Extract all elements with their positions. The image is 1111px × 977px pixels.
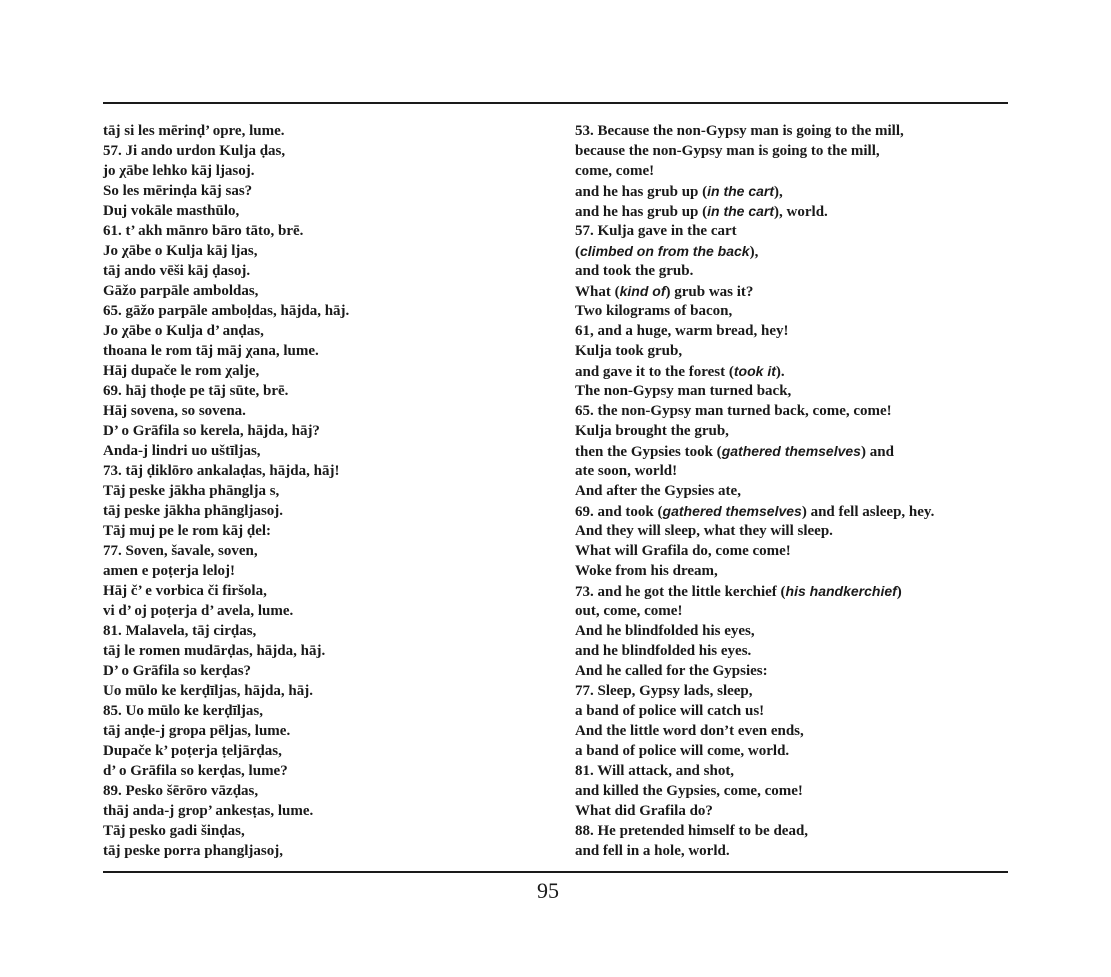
romani-verse-line: Hāj dupače le rom χalje, — [103, 363, 260, 379]
bottom-rule — [103, 871, 1008, 873]
romani-verse-line: Hāj č’ e vorbica či firšola, — [103, 583, 267, 599]
translation-line: out, come, come! — [575, 603, 683, 619]
translation-line: 53. Because the non-Gypsy man is going to the mill, — [575, 123, 904, 139]
romani-verse-line: thāj anda-j grop’ ankesṭas, lume. — [103, 803, 314, 819]
romani-verse-line: Jo χābe o Kulja d’ anḍas, — [103, 323, 264, 339]
romani-verse-line: Anda-j lindri uo uštīljas, — [103, 443, 261, 459]
translation-line: come, come! — [575, 163, 655, 179]
romani-verse-line: 61. t’ akh mānro bāro tāto, brē. — [103, 223, 304, 239]
romani-verse-line: 81. Malavela, tāj cirḍas, — [103, 623, 257, 639]
romani-verse-line: tāj anḍe-j gropa pēljas, lume. — [103, 723, 291, 739]
translation-line: What did Grafila do? — [575, 803, 713, 819]
translation-line: (climbed on from the back), — [575, 243, 759, 260]
romani-verse-line: vi d’ oj poṭerja d’ avela, lume. — [103, 603, 294, 619]
romani-verse-line: Tāj peske jākha phānglja s, — [103, 483, 280, 499]
romani-verse-line: D’ o Grāfila so kerḍas? — [103, 663, 252, 679]
romani-verse-line: Tāj muj pe le rom kāj ḍel: — [103, 523, 272, 539]
romani-verse-line: amen e poṭerja leloj! — [103, 563, 236, 579]
translation-line: ate soon, world! — [575, 463, 678, 479]
romani-verse-line: Tāj pesko gadi šinḍas, — [103, 823, 245, 839]
translation-line: a band of police will catch us! — [575, 703, 765, 719]
romani-verse-line: tāj le romen mudārḍas, hājda, hāj. — [103, 643, 326, 659]
romani-verse-line: thoana le rom tāj māj χana, lume. — [103, 343, 319, 359]
translation-line: and gave it to the forest (took it). — [575, 363, 785, 380]
translation-line: The non-Gypsy man turned back, — [575, 383, 792, 399]
romani-verse-line: tāj si les mērinḍ’ opre, lume. — [103, 123, 285, 139]
translation-line: And he blindfolded his eyes, — [575, 623, 755, 639]
romani-verse-line: 57. Ji ando urdon Kulja ḍas, — [103, 143, 286, 159]
romani-verse-line: jo χābe lehko kāj ljasoj. — [103, 163, 255, 179]
translation-line: and took the grub. — [575, 263, 694, 279]
romani-verse-line: Gāžo parpāle amboldas, — [103, 283, 259, 299]
romani-verse-line: tāj peske jākha phāngljasoj. — [103, 503, 284, 519]
romani-verse-line: 69. hāj thoḍe pe tāj sūte, brē. — [103, 383, 289, 399]
translation-line: 88. He pretended himself to be dead, — [575, 823, 809, 839]
translation-line: What (kind of) grub was it? — [575, 283, 754, 300]
translation-line: What will Grafila do, come come! — [575, 543, 791, 559]
romani-verse-line: Dupače k’ poṭerja ṭeljārḍas, — [103, 743, 282, 759]
romani-verse-line: 89. Pesko šērōro vāzḍas, — [103, 783, 259, 799]
translation-line: 61, and a huge, warm bread, hey! — [575, 323, 789, 339]
translation-line: and killed the Gypsies, come, come! — [575, 783, 803, 799]
translation-line: and fell in a hole, world. — [575, 843, 730, 859]
romani-verse-line: D’ o Grāfila so kerela, hājda, hāj? — [103, 423, 320, 439]
page-number: 95 — [537, 878, 559, 903]
romani-verse-line: 73. tāj ḍiklōro ankalaḍas, hājda, hāj! — [103, 463, 340, 479]
translation-line: a band of police will come, world. — [575, 743, 790, 759]
translation-line: 57. Kulja gave in the cart — [575, 223, 737, 239]
translation-line: 65. the non-Gypsy man turned back, come, come! — [575, 403, 892, 419]
translation-line: Kulja took grub, — [575, 343, 683, 359]
romani-verse-line: 65. gāžo parpāle amboḷdas, hājda, hāj. — [103, 303, 350, 319]
romani-verse-line: 85. Uo mūlo ke kerḍīljas, — [103, 703, 264, 719]
translation-line: 77. Sleep, Gypsy lads, sleep, — [575, 683, 753, 699]
romani-verse-line: So les mērinḍa kāj sas? — [103, 183, 253, 199]
top-rule — [103, 102, 1008, 104]
english-translation-column — [575, 121, 934, 861]
romani-verse-line: tāj ando vēši kāj ḍasoj. — [103, 263, 251, 279]
translation-line: and he has grub up (in the cart), — [575, 183, 783, 200]
translation-line: 69. and took (gathered themselves) and fell asleep, hey. — [575, 503, 935, 520]
romani-verse-line: tāj peske porra phangljasoj, — [103, 843, 284, 859]
romani-verse-line: Duj vokāle masthūlo, — [103, 203, 240, 219]
romani-verse-line: d’ o Grāfila so kerḍas, lume? — [103, 763, 288, 779]
translation-line: 73. and he got the little kerchief (his handkerchief) — [575, 583, 902, 600]
translation-line: because the non-Gypsy man is going to the mill, — [575, 143, 880, 159]
translation-line: Kulja brought the grub, — [575, 423, 729, 439]
romani-verse-line: 77. Soven, šavale, soven, — [103, 543, 258, 559]
translation-line: And the little word don’t even ends, — [575, 723, 804, 739]
translation-line: and he blindfolded his eyes. — [575, 643, 752, 659]
translation-line: 81. Will attack, and shot, — [575, 763, 735, 779]
translation-line: then the Gypsies took (gathered themselves) and — [575, 443, 894, 460]
translation-line: And after the Gypsies ate, — [575, 483, 741, 499]
romani-text-column — [103, 121, 349, 861]
translation-line: Woke from his dream, — [575, 563, 718, 579]
translation-line: And he called for the Gypsies: — [575, 663, 768, 679]
translation-line: and he has grub up (in the cart), world. — [575, 203, 828, 220]
romani-verse-line: Jo χābe o Kulja kāj ljas, — [103, 243, 258, 259]
romani-verse-line: Uo mūlo ke kerḍīljas, hājda, hāj. — [103, 683, 314, 699]
romani-verse-line: Hāj sovena, so sovena. — [103, 403, 246, 419]
translation-line: Two kilograms of bacon, — [575, 303, 733, 319]
translation-line: And they will sleep, what they will sleep. — [575, 523, 833, 539]
